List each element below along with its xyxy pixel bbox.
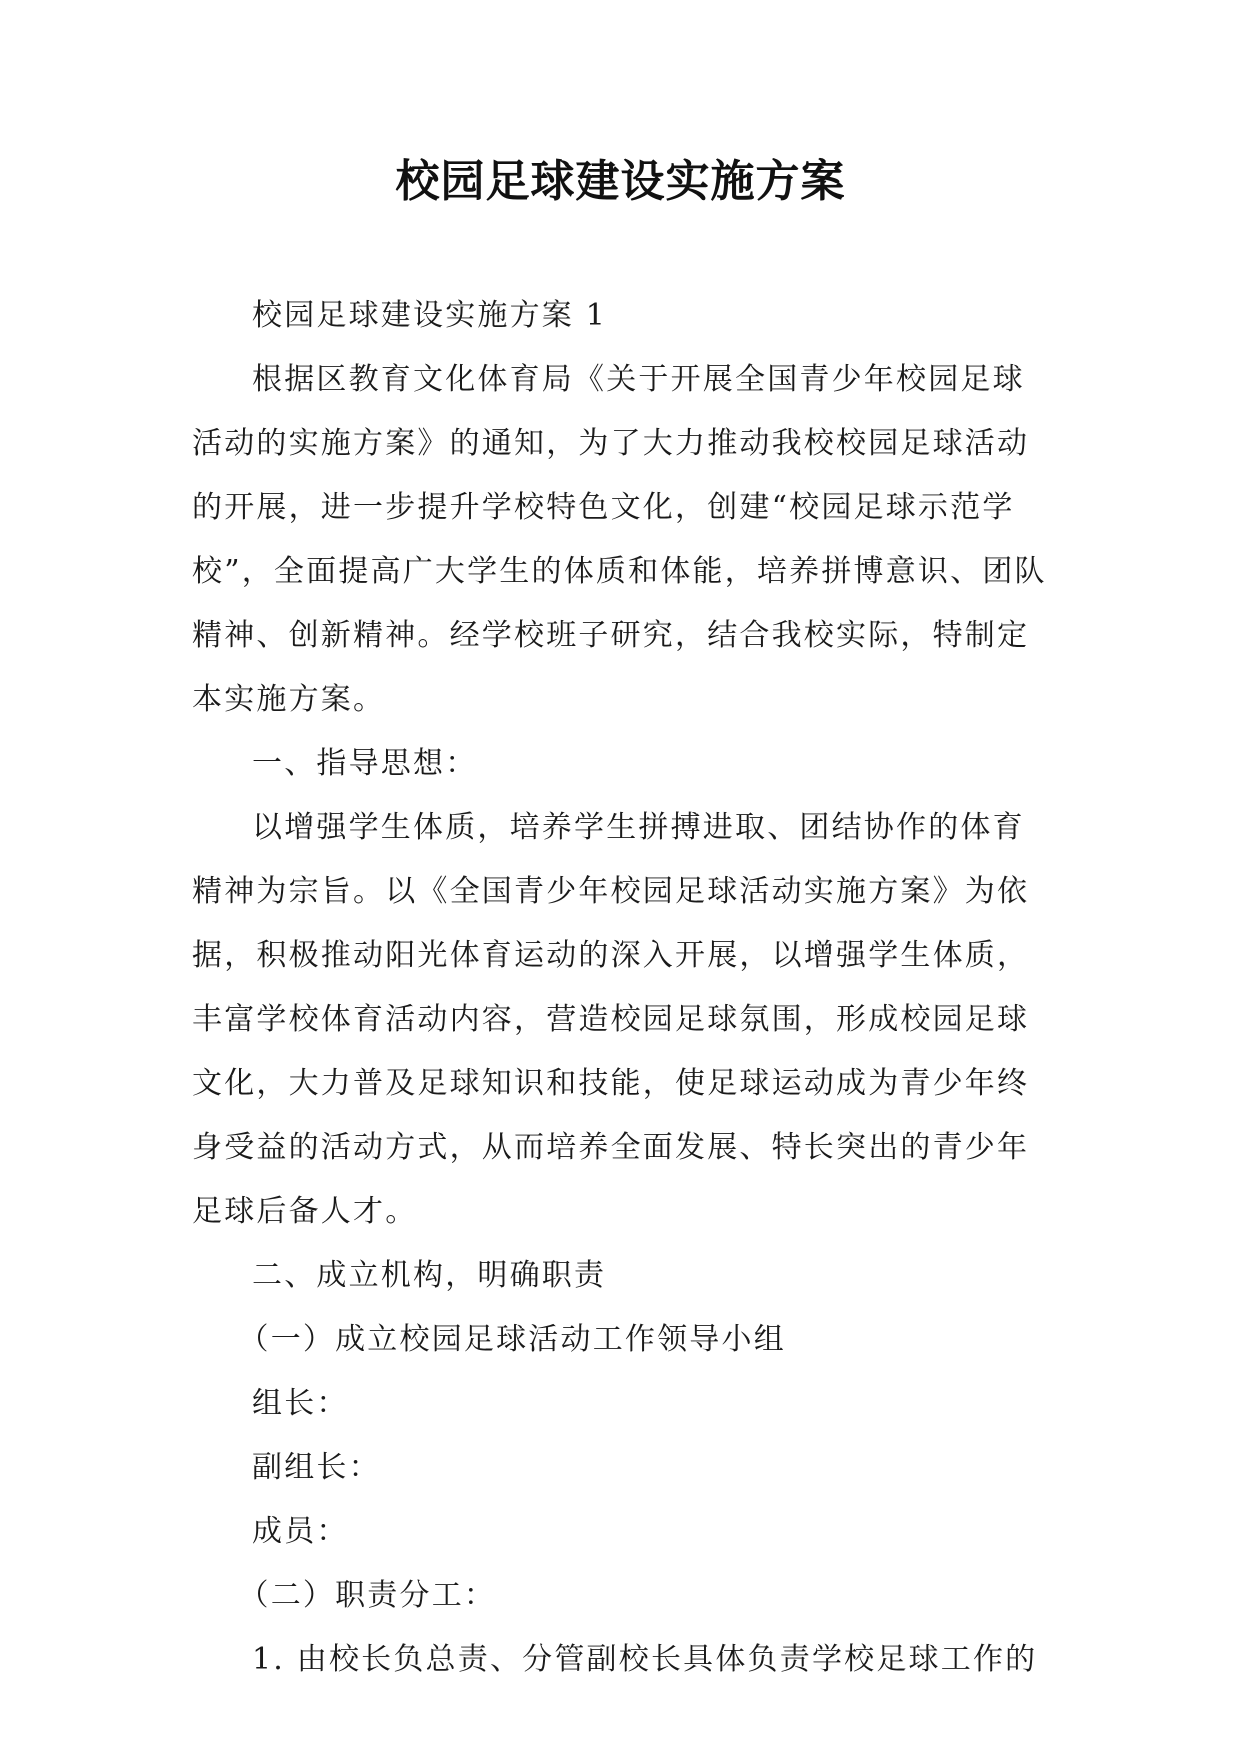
document-title: 校园足球建设实施方案 bbox=[395, 156, 846, 207]
guiding-thought-paragraph: 以增强学生体质，培养学生拼搏进取、团结协作的体育精神为宗旨。以《全国青少年校园足球活动实施方案》为依据，积极推动阳光体育运动的深入开展，以增强学生体质，丰富学校体育活动内容，营造校园足球氛围，形成校园足球文化，大力普及足球知识和技能，使足球运动成为青少年终身受益的活动方式，从而培养全面发展、特长突出的青少年足球后备人才。 bbox=[192, 810, 1030, 1229]
subsection-heading-duties: （二）职责分工： bbox=[238, 1578, 497, 1613]
section-heading-plan-1: 校园足球建设实施方案 1 bbox=[252, 298, 608, 333]
group-leader-line: 组长： bbox=[252, 1386, 349, 1421]
deputy-leader-line: 副组长： bbox=[252, 1450, 381, 1485]
section-heading-guiding-thought: 一、指导思想： bbox=[252, 746, 478, 781]
section-heading-organization: 二、成立机构，明确职责 bbox=[252, 1258, 607, 1293]
duty-item-1: 1. 由校长负总责、分管副校长具体负责学校足球工作的 bbox=[252, 1642, 1038, 1677]
document-body bbox=[192, 284, 1052, 1692]
members-line: 成员： bbox=[252, 1514, 349, 1549]
subsection-heading-leadership-group: （一）成立校园足球活动工作领导小组 bbox=[238, 1322, 786, 1357]
intro-paragraph: 根据区教育文化体育局《关于开展全国青少年校园足球活动的实施方案》的通知，为了大力推动我校校园足球活动的开展，进一步提升学校特色文化，创建“校园足球示范学校”，全面提高广大学生的体质和体能，培养拼博意识、团队精神、创新精神。经学校班子研究，结合我校实际，特制定本实施方案。 bbox=[192, 362, 1047, 717]
